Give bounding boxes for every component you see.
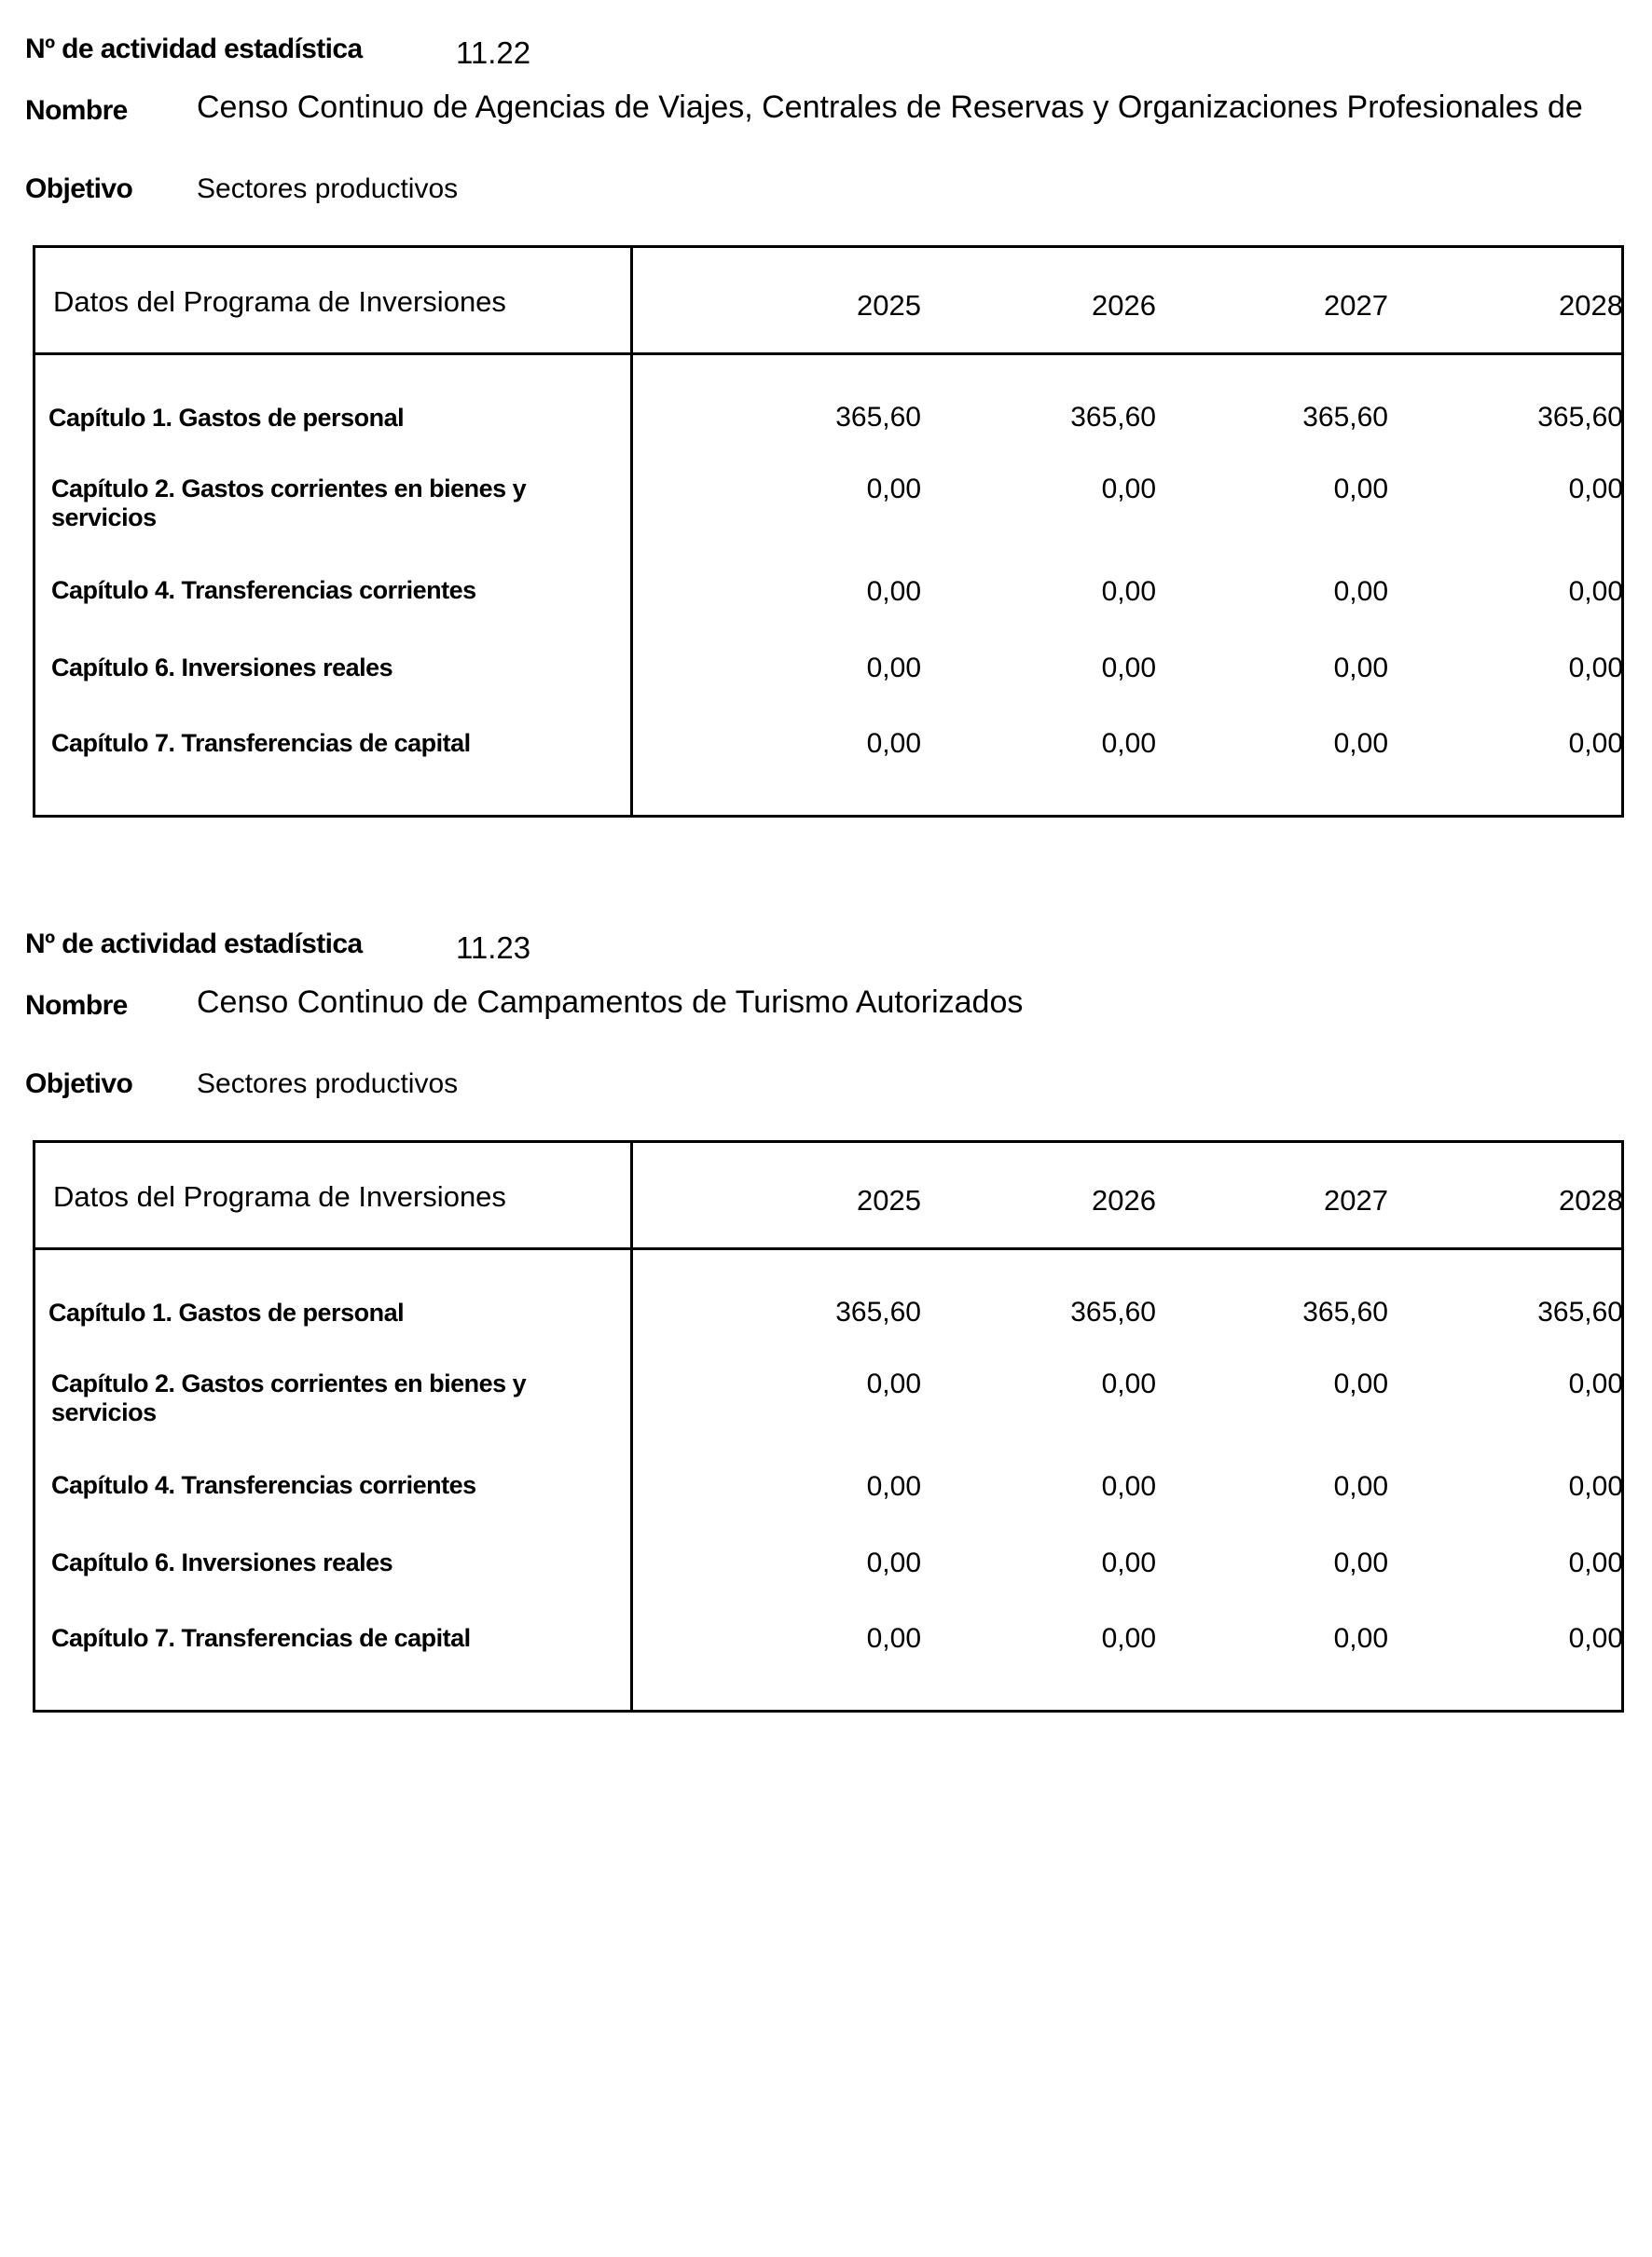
activity-name-value: Censo Continuo de Agencias de Viajes, Centrales de Reservas y Organizaciones Profesionales de — [197, 89, 1583, 125]
year-header: 2027 — [1324, 1184, 1388, 1217]
table-cell: 0,00 — [1101, 728, 1156, 759]
table-header-divider — [35, 1247, 1621, 1250]
table-cell: 365,60 — [1302, 1297, 1388, 1328]
activity-name-label: Nombre — [25, 990, 128, 1021]
table-cell: 0,00 — [1568, 1369, 1623, 1399]
table-header-divider — [35, 352, 1621, 355]
table-row-label: Capítulo 4. Transferencias corrientes — [51, 1471, 476, 1499]
table-cell: 0,00 — [1333, 653, 1388, 683]
table-cell: 0,00 — [1333, 1471, 1388, 1502]
table-cell: 365,60 — [835, 1297, 921, 1328]
year-header: 2028 — [1559, 289, 1623, 322]
table-header-title: Datos del Programa de Inversiones — [53, 1180, 506, 1213]
table-row-label: Capítulo 7. Transferencias de capital — [51, 1624, 471, 1652]
table-cell: 0,00 — [1101, 576, 1156, 607]
table-cell: 0,00 — [1568, 1471, 1623, 1502]
activity-objective-value: Sectores productivos — [197, 173, 459, 204]
activity-objective-value: Sectores productivos — [197, 1068, 459, 1099]
activity-name-value: Censo Continuo de Campamentos de Turismo Autorizados — [197, 984, 1024, 1020]
table-cell: 0,00 — [1333, 1369, 1388, 1399]
table-cell: 0,00 — [1333, 1623, 1388, 1654]
table-cell: 0,00 — [1568, 474, 1623, 504]
table-cell: 0,00 — [1568, 653, 1623, 683]
table-cell: 0,00 — [866, 474, 921, 504]
table-row-label: Capítulo 4. Transferencias corrientes — [51, 576, 476, 604]
table-cell: 0,00 — [866, 728, 921, 759]
table-cell: 0,00 — [866, 1548, 921, 1578]
table-cell: 0,00 — [866, 1471, 921, 1502]
investment-table — [33, 1140, 1624, 1713]
table-cell: 0,00 — [1101, 1548, 1156, 1578]
activity-number-label: Nº de actividad estadística — [25, 929, 363, 959]
table-cell: 365,60 — [1070, 1297, 1156, 1328]
table-column-divider — [630, 1143, 633, 1710]
table-row-label: Capítulo 2. Gastos corrientes en bienes y servicios — [51, 475, 527, 531]
table-header-title: Datos del Programa de Inversiones — [53, 285, 506, 318]
table-row-label: Capítulo 6. Inversiones reales — [51, 654, 393, 681]
activity-number-value: 11.23 — [456, 930, 531, 965]
table-row-label: Capítulo 2. Gastos corrientes en bienes y servicios — [51, 1369, 527, 1426]
table-cell: 0,00 — [1101, 653, 1156, 683]
investment-table — [33, 245, 1624, 818]
table-cell: 0,00 — [1101, 1369, 1156, 1399]
table-cell: 365,60 — [1537, 1297, 1623, 1328]
table-column-divider — [630, 248, 633, 815]
year-header: 2027 — [1324, 289, 1388, 322]
year-header: 2025 — [857, 289, 921, 322]
table-cell: 0,00 — [1568, 728, 1623, 759]
table-cell: 365,60 — [1070, 402, 1156, 433]
table-row-label: Capítulo 7. Transferencias de capital — [51, 729, 471, 757]
activity-objective-label: Objetivo — [25, 1068, 133, 1099]
table-cell: 0,00 — [866, 1623, 921, 1654]
year-header: 2026 — [1092, 289, 1156, 322]
table-cell: 365,60 — [1537, 402, 1623, 433]
table-row-label: Capítulo 6. Inversiones reales — [51, 1548, 393, 1576]
table-cell: 365,60 — [835, 402, 921, 433]
table-cell: 0,00 — [1333, 728, 1388, 759]
activity-objective-label: Objetivo — [25, 173, 133, 204]
table-cell: 0,00 — [1333, 576, 1388, 607]
year-header: 2028 — [1559, 1184, 1623, 1217]
table-cell: 365,60 — [1302, 402, 1388, 433]
activity-name-label: Nombre — [25, 95, 128, 126]
year-header: 2025 — [857, 1184, 921, 1217]
table-cell: 0,00 — [1333, 474, 1388, 504]
table-cell: 0,00 — [866, 653, 921, 683]
year-header: 2026 — [1092, 1184, 1156, 1217]
table-row-label: Capítulo 1. Gastos de personal — [48, 404, 405, 432]
table-row-label: Capítulo 1. Gastos de personal — [48, 1299, 405, 1327]
table-cell: 0,00 — [1568, 1623, 1623, 1654]
table-cell: 0,00 — [1101, 474, 1156, 504]
table-cell: 0,00 — [1101, 1623, 1156, 1654]
table-cell: 0,00 — [1568, 576, 1623, 607]
activity-number-value: 11.22 — [456, 35, 531, 70]
table-cell: 0,00 — [866, 1369, 921, 1399]
table-cell: 0,00 — [1333, 1548, 1388, 1578]
table-cell: 0,00 — [1101, 1471, 1156, 1502]
table-cell: 0,00 — [1568, 1548, 1623, 1578]
table-cell: 0,00 — [866, 576, 921, 607]
activity-number-label: Nº de actividad estadística — [25, 34, 363, 64]
